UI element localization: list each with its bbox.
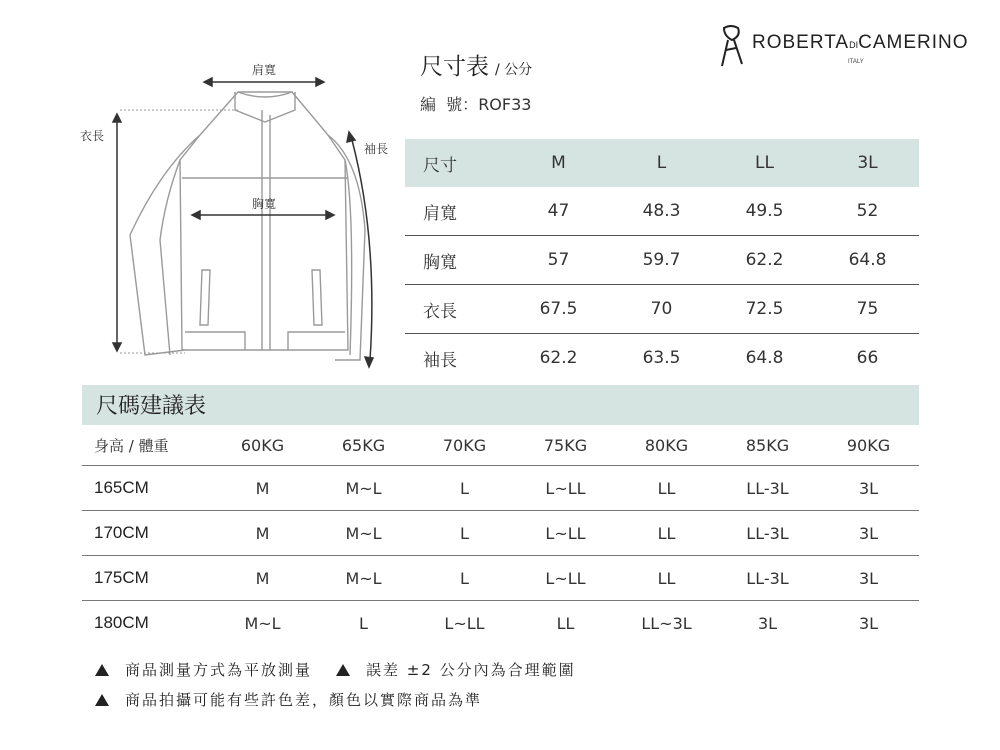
notes [95, 655, 576, 715]
header-cell: 70KG [442, 435, 487, 455]
table-cell: 67.5 [539, 299, 578, 319]
table-cell: 3L [858, 568, 879, 588]
table-cell: L [359, 613, 368, 633]
row-label: 衣長 [423, 301, 457, 322]
table-cell: LL [556, 613, 575, 633]
triangle-icon [95, 694, 109, 706]
header-cell: 尺寸 [423, 155, 457, 176]
brand-name [752, 32, 969, 54]
table-cell: 59.7 [642, 250, 681, 270]
chest-label: 胸寬 [252, 197, 277, 211]
table-row [405, 285, 919, 334]
code-value: ROF33 [478, 95, 532, 114]
brand-name-part1: ROBERTA [752, 32, 850, 53]
note-text: 商品測量方式為平放測量 [125, 661, 313, 679]
table-cell: LL [657, 478, 676, 498]
note-text: 商品拍攝可能有些許色差，顏色以實際商品為準 [125, 691, 483, 709]
table-cell: M [255, 523, 270, 543]
table-cell: 63.5 [642, 348, 681, 368]
table-cell: M~L [244, 613, 281, 633]
row-label: 袖長 [423, 350, 457, 371]
table-cell: LL [657, 568, 676, 588]
recommend-title-band [82, 385, 919, 425]
table-cell: L [460, 568, 469, 588]
note-text: 誤差 ±2 公分內為合理範圍 [366, 661, 576, 679]
table-cell: 64.8 [745, 348, 784, 368]
note-line [95, 655, 576, 685]
table-cell: LL-3L [746, 478, 789, 498]
table-cell: 3L [858, 523, 879, 543]
height-cell: 180CM [94, 613, 149, 632]
table-row [405, 236, 919, 285]
product-code [420, 92, 531, 115]
brand-country: ITALY [848, 59, 864, 65]
shoulder-label: 肩寬 [252, 63, 277, 77]
header-cell: 3L [857, 153, 878, 173]
table-row [82, 556, 919, 601]
table-cell: 72.5 [745, 299, 784, 319]
size-table-header [405, 139, 919, 187]
header-cell: 75KG [543, 435, 588, 455]
length-label: 衣長 [80, 129, 105, 143]
table-cell: 66 [856, 348, 879, 368]
height-cell: 170CM [94, 523, 149, 542]
table-row [82, 601, 919, 645]
header-cell: 80KG [644, 435, 689, 455]
table-cell: M [255, 478, 270, 498]
header-cell: 身高 / 體重 [94, 436, 169, 455]
header-cell: LL [755, 153, 774, 173]
page-title [420, 48, 532, 81]
header-cell: 85KG [745, 435, 790, 455]
table-cell: 57 [547, 250, 570, 270]
triangle-icon [336, 664, 350, 676]
header-cell: M [551, 153, 566, 173]
brand-name-part2: CAMERINO [858, 32, 969, 53]
table-cell: LL-3L [746, 568, 789, 588]
table-cell: L [460, 523, 469, 543]
sleeve-label: 袖長 [364, 142, 389, 156]
title-text: 尺寸表 [420, 54, 489, 80]
table-cell: M [255, 568, 270, 588]
table-cell: M~L [345, 568, 382, 588]
header-cell: 60KG [240, 435, 285, 455]
table-cell: 70 [650, 299, 673, 319]
height-cell: 175CM [94, 568, 149, 587]
table-row [82, 511, 919, 556]
row-label: 胸寬 [423, 252, 457, 273]
unit-text: / 公分 [495, 62, 533, 78]
table-cell: LL [657, 523, 676, 543]
row-label: 肩寬 [423, 203, 457, 224]
size-table [405, 139, 919, 382]
table-cell: 3L [858, 478, 879, 498]
brand-logo [712, 22, 972, 74]
header-cell: L [656, 153, 667, 173]
table-cell: LL-3L [746, 523, 789, 543]
brand-di: DI [849, 40, 859, 50]
header-cell: 65KG [341, 435, 386, 455]
table-cell: LL~3L [641, 613, 692, 633]
table-cell: M~L [345, 478, 382, 498]
table-cell: L~LL [545, 568, 586, 588]
scarf-emblem-icon [716, 24, 746, 70]
table-cell: 47 [547, 201, 570, 221]
table-cell: 3L [757, 613, 778, 633]
jacket-measurement-diagram [60, 60, 400, 380]
table-cell: 75 [856, 299, 879, 319]
recommend-title: 尺碼建議表 [96, 394, 207, 419]
triangle-icon [95, 664, 109, 676]
table-cell: L [460, 478, 469, 498]
table-cell: 48.3 [642, 201, 681, 221]
recommend-table [82, 425, 919, 645]
header-cell: 90KG [846, 435, 891, 455]
table-row [82, 466, 919, 511]
table-cell: L~LL [444, 613, 485, 633]
note-line [95, 685, 576, 715]
table-cell: 52 [856, 201, 879, 221]
table-row [405, 334, 919, 382]
code-label: 編 號： [420, 95, 479, 114]
table-cell: 64.8 [848, 250, 887, 270]
recommend-header [82, 425, 919, 466]
table-cell: 3L [858, 613, 879, 633]
table-cell: 49.5 [745, 201, 784, 221]
table-cell: 62.2 [539, 348, 578, 368]
height-cell: 165CM [94, 478, 149, 497]
table-cell: L~LL [545, 523, 586, 543]
table-row [405, 187, 919, 236]
table-cell: L~LL [545, 478, 586, 498]
table-cell: M~L [345, 523, 382, 543]
table-cell: 62.2 [745, 250, 784, 270]
